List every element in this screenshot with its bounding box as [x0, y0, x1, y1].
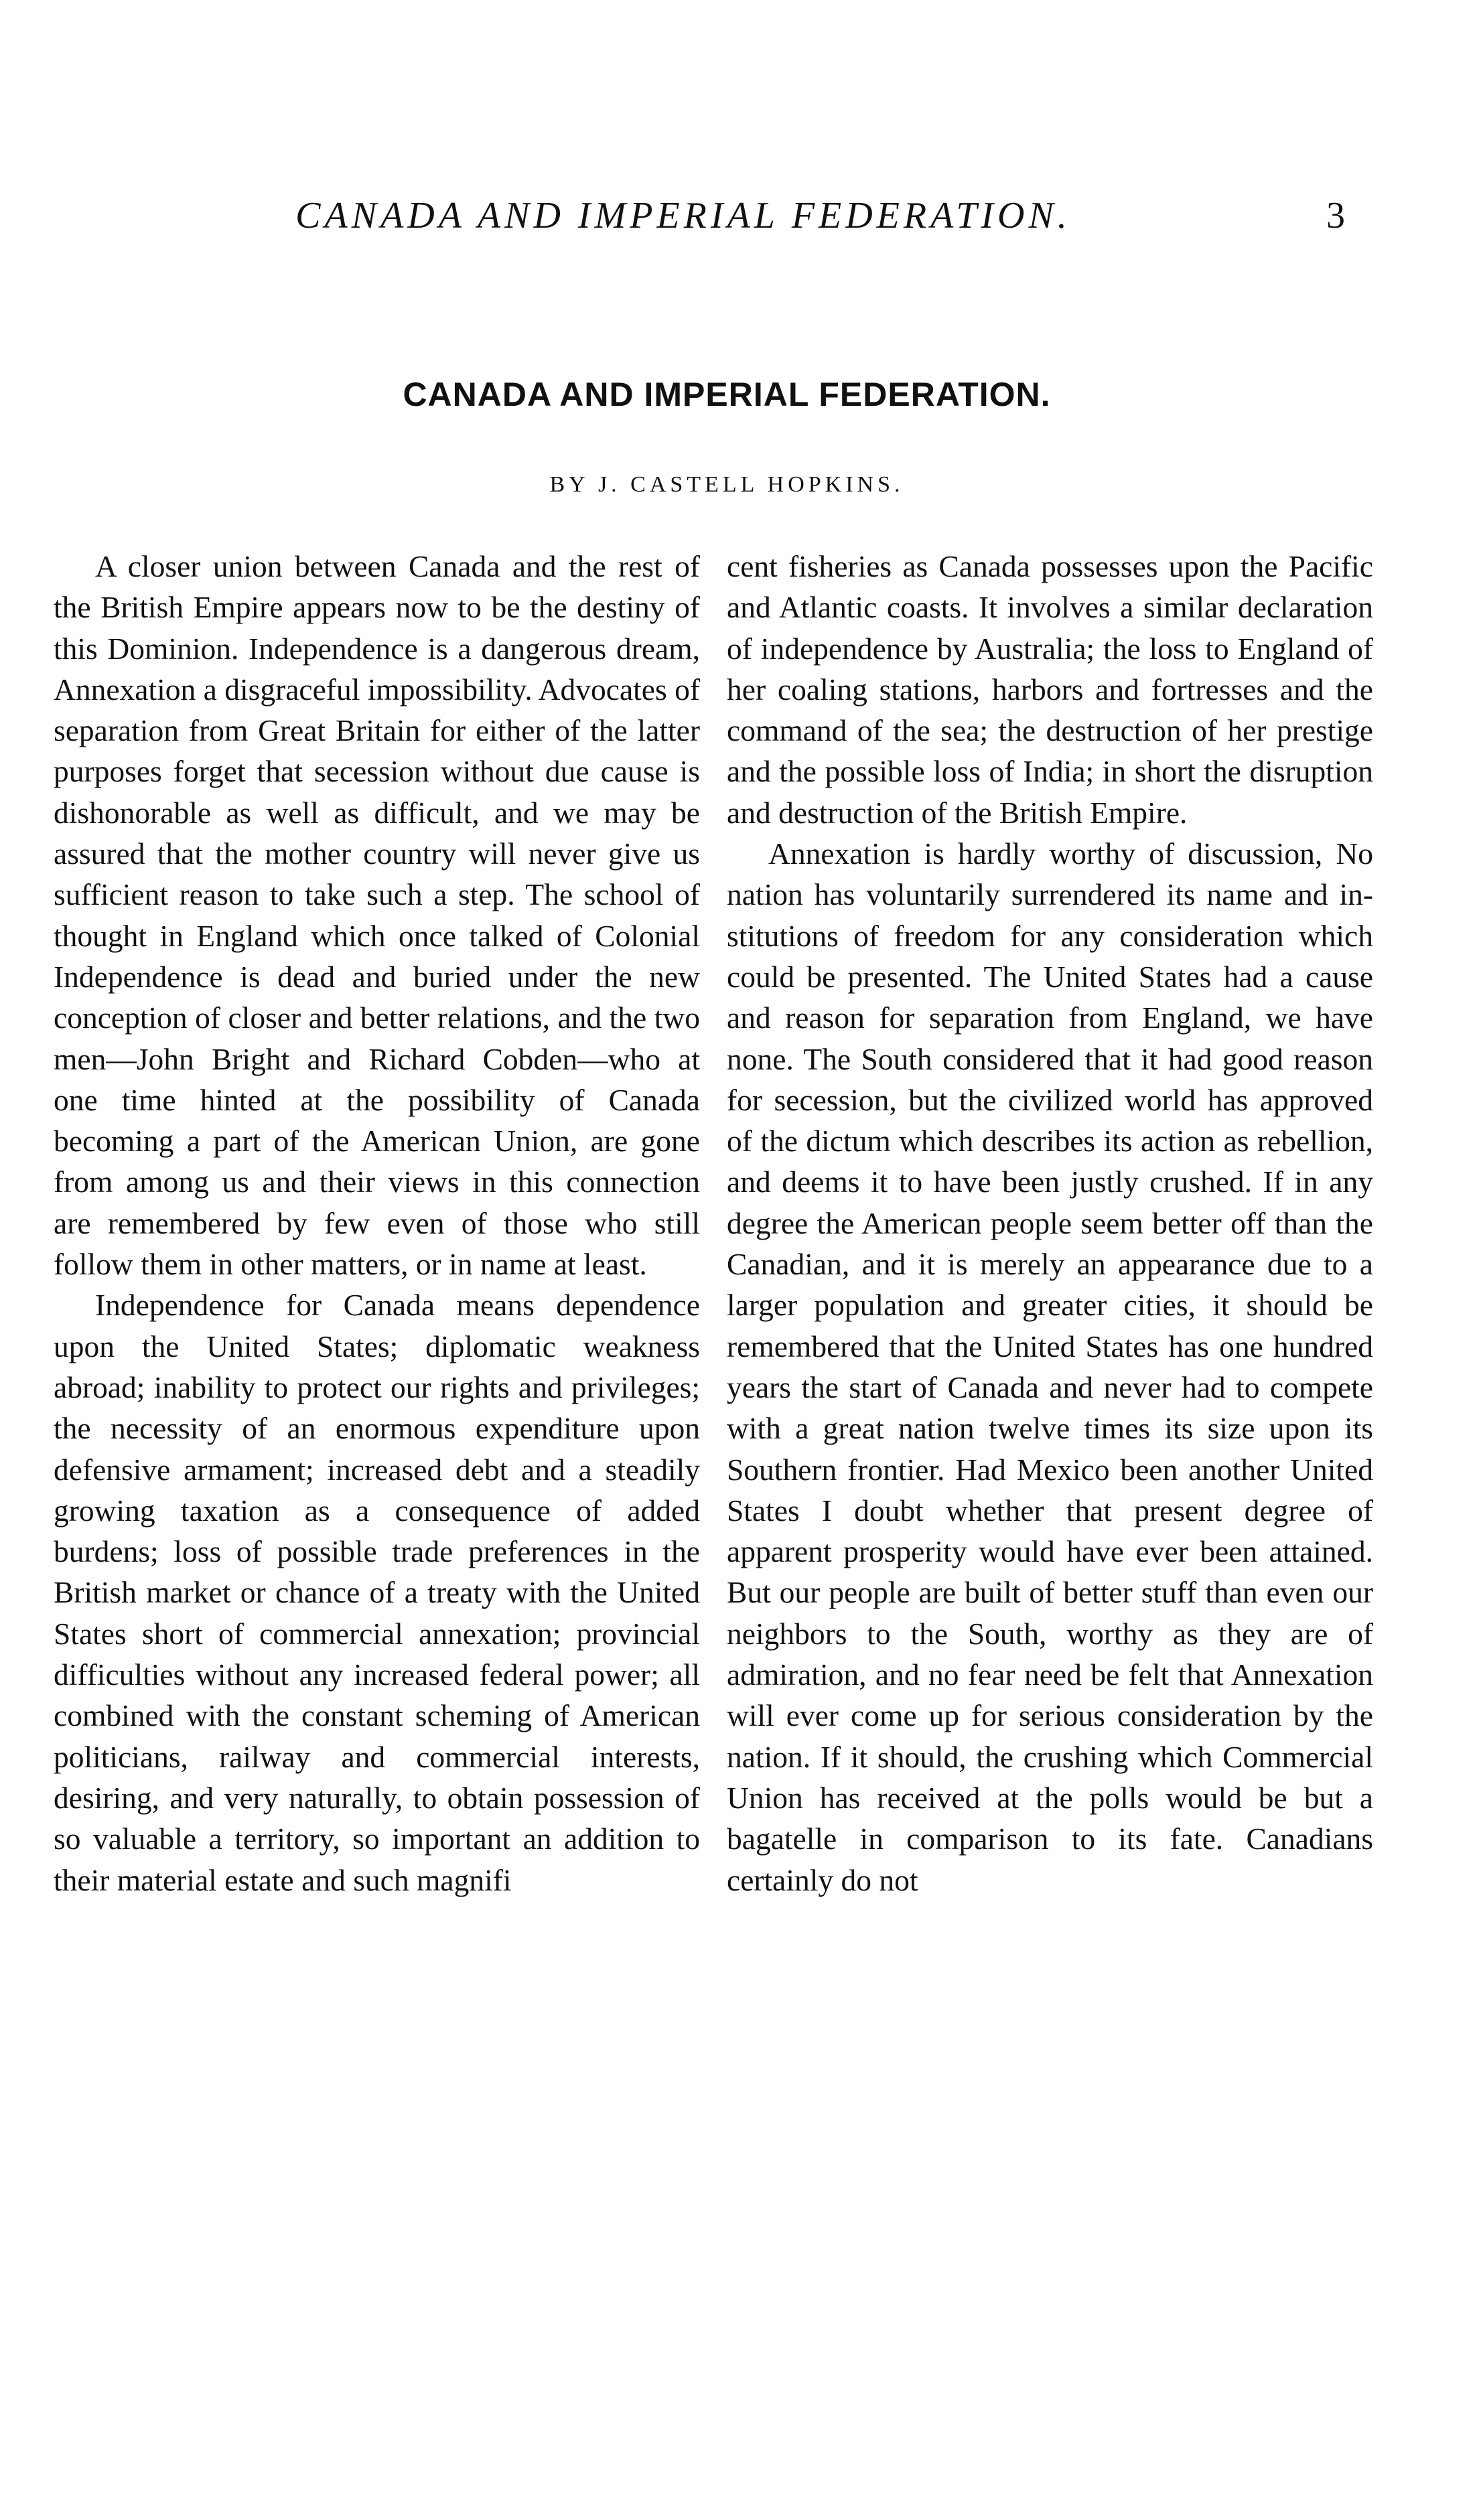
left-column — [54, 546, 700, 2394]
running-header — [0, 194, 1479, 248]
paragraph: A closer union between Canada and the rest of the British Empire appears now to be the destiny of this Dominion. Independence is a dangerous dream, Annexation a disgraceful impossibility. Advocates of separation from Great Britain for either of the latter purposes forget that secession without due cause is dishonorable as well as difficult, and we may be assured that the mother country will never give us sufficient reason to take such a step. The school of thought in England which once talked of Colonial Independence is dead and buried under the new conception of closer and better relations, and the two men—John Bright and Richard Cobden—who at one time hinted at the possibility of Canada becoming a part of the American Union, are gone from among us and their views in this connection are remembered by few even of those who still follow them in other matters, or in name at least. — [54, 549, 700, 1282]
running-title: CANADA AND IMPERIAL FEDERATION. — [295, 195, 1071, 236]
page-number: 3 — [1326, 195, 1345, 236]
paragraph: Annexation is hardly worthy of discussion, No nation has voluntarily surrendered its name and institutions of freedom for any consideration which could be presented. The United States had a cause and reason for separation from England, we have none. The South considered that it had good reason for secession, but the civilized world has approved of the dictum which describes its action as rebellion, and deems it to have been justly crushed. If in any degree the American people seem better off than the Canadian, and it is merely an appearance due to a larger population and greater cities, it should be remembered that the United States has one hundred years the start of Canada and never had to compete with a great nation twelve times its size upon its Southern frontier. Had Mexico been another United States I doubt whether that present degree of apparent prosperity would have ever been attained. But our people are built of better stuff than even our neighbors to the South, worthy as they are of admiration, and no fear need be felt that Annexation will ever come up for serious consideration by the nation. If it should, the crushing which Commercial Union has received at the polls would be but a bagatelle in comparison to its fate. Canadians certainly do not — [727, 836, 1373, 1897]
article-body — [54, 546, 1373, 2394]
right-column — [727, 546, 1373, 2394]
article-title: CANADA AND IMPERIAL FEDERATION. — [403, 376, 1051, 413]
paragraph: Independence for Canada means dependence upon the United States; diplomatic weakness abroad; inability to protect our rights and privileges; the necessity of an enormous expenditure upon defensive armament; increased debt and a steadily growing taxation as a consequence of added burdens; loss of possible trade preferences in the British market or chance of a treaty with the United States short of commercial annexation; provincial difficulties without any increased federal power; all combined with the constant scheming of American politicians, railway and commercial interests, desiring, and very naturally, to obtain possession of so valuable a territory, so important an addition to their material estate and such magnifi — [54, 1288, 700, 1897]
byline: BY J. CASTELL HOPKINS. — [549, 472, 904, 497]
paragraph: cent fisheries as Canada possesses upon the Pacific and Atlantic coasts. It involves a similar declaration of independence by Australia; the loss to England of her coaling stations, harbors and fortresses and the command of the sea; the destruction of her prestige and the possible loss of India; in short the disruption and destruction of the British Empire. — [727, 549, 1373, 830]
